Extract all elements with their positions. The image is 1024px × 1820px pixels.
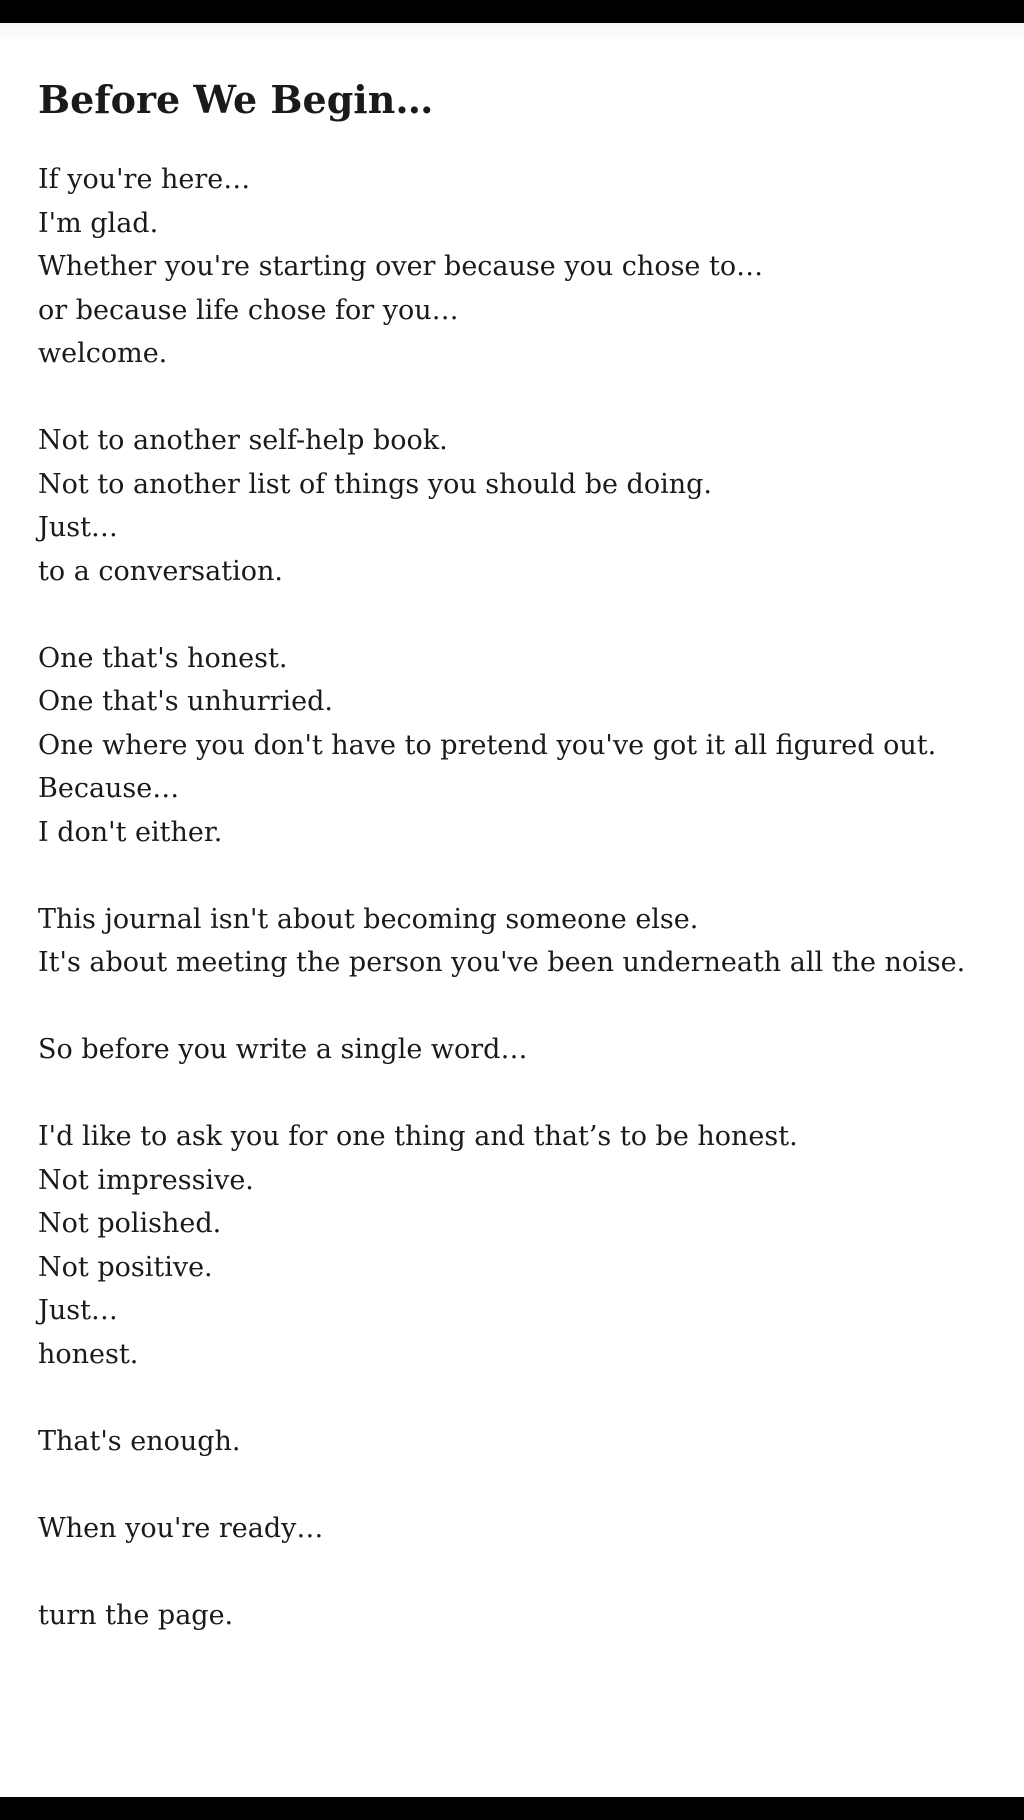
stanza	[38, 898, 998, 985]
text-line: Not polished.	[38, 1208, 222, 1239]
header-shadow	[0, 23, 1024, 43]
text-line: This journal isn't about becoming someone else.	[38, 903, 699, 935]
text-line: Because…	[38, 773, 180, 804]
text-line: One that's honest.	[38, 642, 288, 674]
text-line: If you're here…	[38, 164, 251, 195]
top-border-bar	[0, 0, 1024, 23]
text-line: That's enough.	[38, 1425, 241, 1457]
text-line: I don't either.	[38, 816, 223, 848]
page-body	[38, 72, 998, 1681]
page-title: Before We Begin…	[38, 77, 434, 122]
text-line: to a conversation.	[38, 555, 283, 587]
text-line: Just…	[38, 1295, 118, 1326]
text-line: Not to another self-help book.	[38, 425, 448, 456]
stanza	[38, 158, 998, 376]
text-line: It's about meeting the person you've been underneath all the noise.	[38, 947, 966, 978]
stanza	[38, 1507, 998, 1551]
text-line: One where you don't have to pretend you've got it all figured out.	[38, 729, 937, 761]
text-line: turn the page.	[38, 1599, 234, 1631]
stanza	[38, 637, 998, 855]
text-line: Not positive.	[38, 1251, 213, 1283]
text-line: Not impressive.	[38, 1164, 254, 1196]
text-line: honest.	[38, 1338, 139, 1370]
stanza	[38, 1115, 998, 1376]
text-line: One that's unhurried.	[38, 686, 333, 717]
text-line: When you're ready…	[38, 1512, 324, 1544]
text-line: Not to another list of things you should be doing.	[38, 468, 712, 500]
text-line: Just…	[38, 512, 118, 543]
text-line: Whether you're starting over because you chose to…	[38, 251, 764, 282]
text-line: I'd like to ask you for one thing and that’s to be honest.	[38, 1121, 798, 1152]
stanza	[38, 1420, 998, 1464]
stanza	[38, 419, 998, 593]
text-line: So before you write a single word…	[38, 1034, 528, 1065]
stanza	[38, 1594, 998, 1638]
text-line: or because life chose for you…	[38, 294, 459, 326]
text-line: welcome.	[38, 338, 168, 369]
bottom-border-bar	[0, 1797, 1024, 1820]
text-line: I'm glad.	[38, 207, 159, 239]
stanza	[38, 1028, 998, 1072]
